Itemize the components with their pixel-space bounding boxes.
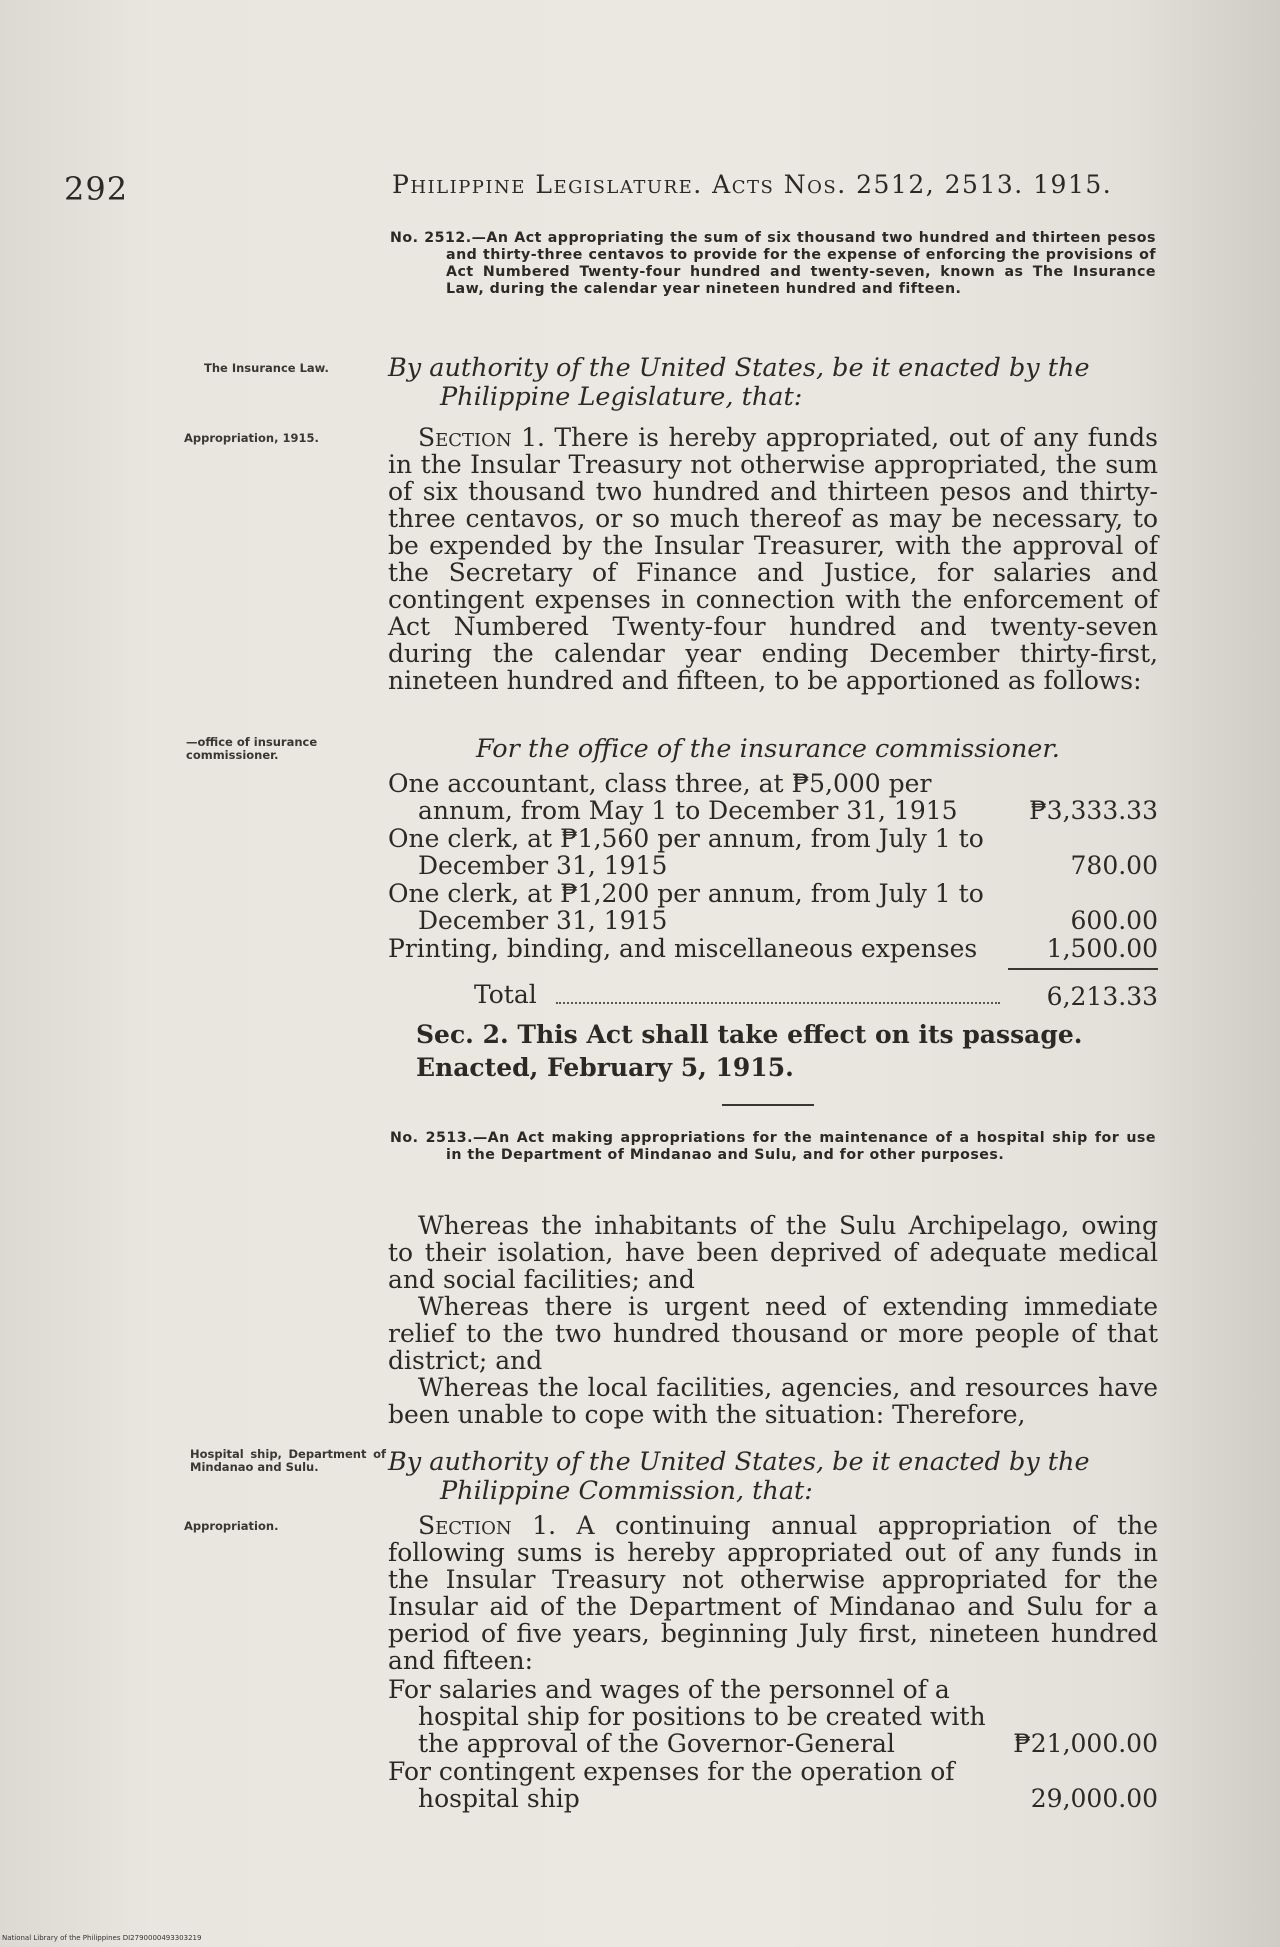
act-2512-synopsis: No. 2512.—An Act appropriating the sum of six thousand two hundred and thirteen pesos and thirty-three centavos to provide for the expense of enforcing the provisions of Act Numbered Twenty-four hundred and twenty-seven, known as The Insurance Law, during the calendar year nineteen hundred and fifteen.: [390, 230, 1156, 297]
total-label: Total: [474, 980, 537, 1009]
table-row: [388, 935, 1158, 962]
library-stamp: National Library of the Philippines DI2790000493303219: [2, 1934, 202, 1942]
item-desc: One clerk, at ₱1,560 per annum, from July 1 to December 31, 1915: [388, 824, 984, 880]
whereas-2: Whereas there is urgent need of extending immediate relief to the two hundred thousand or more people of that district; and: [388, 1292, 1158, 1375]
section-1-2512: [388, 424, 1158, 694]
item-amount: 1,500.00: [1046, 934, 1158, 963]
item-amount: ₱3,333.33: [1029, 796, 1158, 825]
office-heading: For the office of the insurance commissioner.: [476, 734, 1060, 764]
section-2-2512: Sec. 2. This Act shall take effect on its passage.: [416, 1020, 1083, 1049]
margin-note-insurance-law: The Insurance Law.: [204, 361, 329, 375]
whereas-clauses: [388, 1212, 1158, 1428]
item-desc: Printing, binding, and miscellaneous expenses: [388, 934, 978, 963]
item-desc: For contingent expenses for the operation of hospital ship: [388, 1757, 955, 1813]
section-text: A continuing annual appropriation of the following sums is hereby appropriated out of any funds in the Insular Treasury not otherwise appropriated for the Insular aid of the Department of Mindanao and Sulu for a period of five years, beginning July first, nineteen hundred and fifteen:: [388, 1511, 1158, 1675]
item-desc: One accountant, class three, at ₱5,000 per annum, from May 1 to December 31, 1915: [388, 769, 958, 825]
item-amount: 29,000.00: [1030, 1784, 1158, 1813]
table-row: [388, 825, 1158, 879]
margin-note-hospital-ship: Hospital ship, Department of Mindanao and Sulu.: [190, 1447, 386, 1474]
item-amount: 780.00: [1070, 851, 1158, 880]
appropriation-table-2513: [388, 1676, 1158, 1812]
running-head: Philippine Legislature. Acts Nos. 2512, 2513. 1915.: [392, 170, 1113, 199]
item-desc: One clerk, at ₱1,200 per annum, from July 1 to December 31, 1915: [388, 879, 984, 935]
margin-note-appropriation-1915: Appropriation, 1915.: [184, 431, 319, 445]
total-leader-dots: [556, 988, 1000, 1004]
item-amount: ₱21,000.00: [1013, 1729, 1158, 1758]
page-number: 292: [64, 170, 129, 208]
item-amount: 600.00: [1070, 906, 1158, 935]
section-divider: [722, 1104, 814, 1106]
total-amount: 6,213.33: [1046, 982, 1158, 1011]
enacting-clause-2513: [388, 1448, 1158, 1506]
table-row: [388, 1758, 1158, 1812]
table-row: [388, 1676, 1158, 1757]
total-rule: [1008, 968, 1158, 970]
table-row: [388, 880, 1158, 934]
whereas-1: Whereas the inhabitants of the Sulu Archipelago, owing to their isolation, have been deprived of adequate medical and social facilities; and: [388, 1211, 1158, 1294]
act-2513-synopsis: No. 2513.—An Act making appropriations for the maintenance of a hospital ship for use in the Department of Mindanao and Sulu, and for other purposes.: [390, 1130, 1156, 1163]
item-desc: For salaries and wages of the personnel of a hospital ship for positions to be created with the approval of the Governor-General: [388, 1675, 986, 1758]
enacted-date-2512: Enacted, February 5, 1915.: [416, 1053, 794, 1082]
section-1-2513: [388, 1512, 1158, 1674]
section-label: Section 1.: [418, 1511, 557, 1540]
section-label: Section 1.: [418, 423, 545, 452]
enacting-line-1: By authority of the United States, be it enacted by the: [388, 353, 1090, 383]
margin-note-office: —office of insurance commissioner.: [186, 735, 318, 762]
appropriation-table-2512: [388, 770, 1158, 962]
enacting-line-2: Philippine Legislature, that:: [440, 382, 803, 412]
whereas-3: Whereas the local facilities, agencies, and resources have been unable to cope with the situation: Therefore,: [388, 1373, 1158, 1429]
margin-note-appropriation: Appropriation.: [184, 1519, 279, 1533]
enacting-clause-2512: [388, 354, 1158, 412]
section-text: There is hereby appropriated, out of any funds in the Insular Treasury not otherwise appropriated, the sum of six thousand two hundred and thirteen pesos and thirty-three centavos, or so much thereof as may be necessary, to be expended by the Insular Treasurer, with the approval of the Secretary of Finance and Justice, for salaries and contingent expenses in connection with the enforcement of Act Numbered Twenty-four hundred and twenty-seven during the calendar year ending December thirty-first, nineteen hundred and fifteen, to be apportioned as follows:: [388, 423, 1158, 695]
enacting-line-1: By authority of the United States, be it enacted by the: [388, 1447, 1090, 1477]
enacting-line-2: Philippine Commission, that:: [440, 1476, 813, 1506]
table-row: [388, 770, 1158, 824]
